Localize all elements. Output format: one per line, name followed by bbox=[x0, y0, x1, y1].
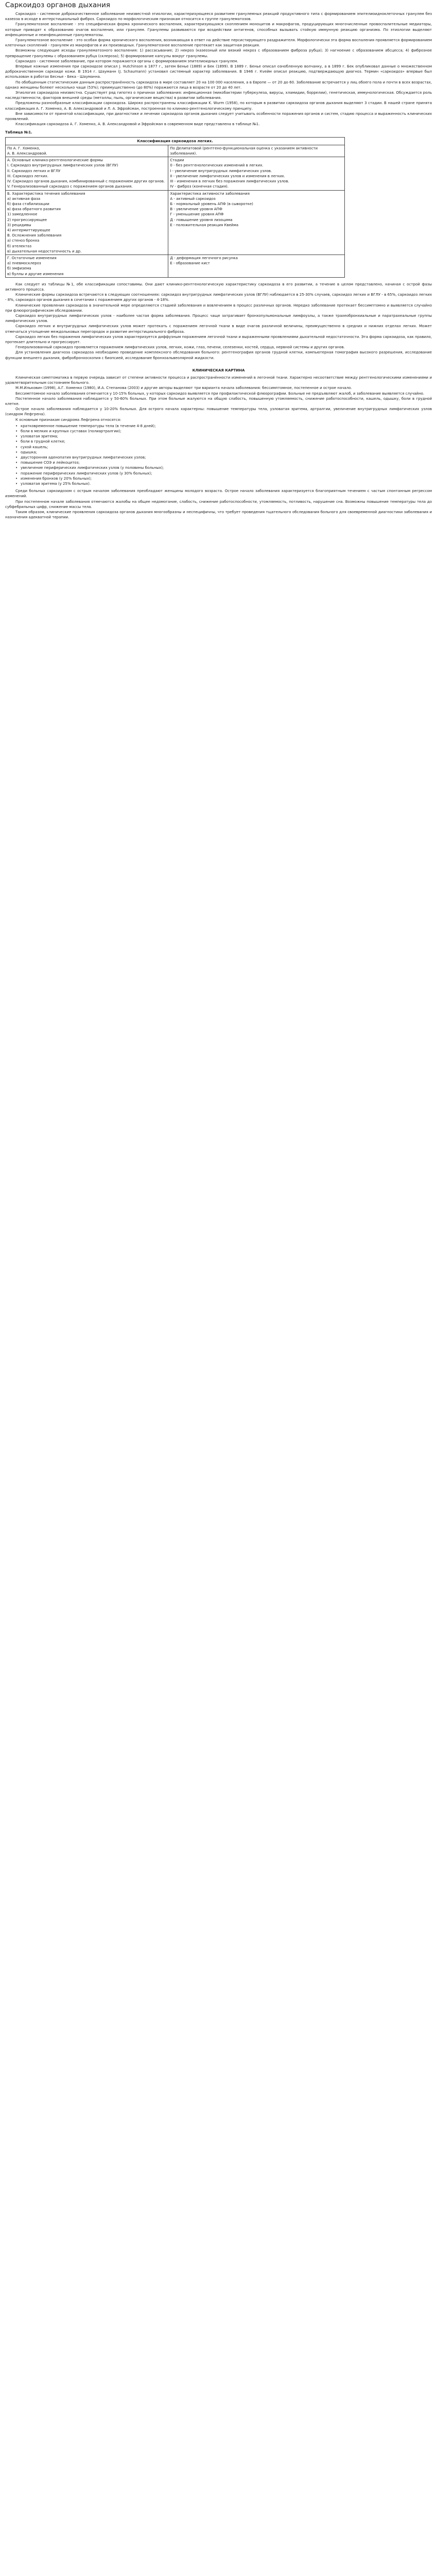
table-row bbox=[6, 255, 345, 277]
table-cell-line: А. В. Александровой. bbox=[7, 151, 47, 156]
table-cell-right bbox=[168, 145, 345, 157]
table-cell-line: 3) рецидивы bbox=[7, 223, 31, 227]
intro-paragraph-7: По обобщенным статистическим данным распространённость саркоидоза в мире составляет 20 на 100 000 населения, а в Европе — от 20 до 60. Заболевание встречается у лиц обоего пола и почти в всех возрастах, однако женщины болеют несколько чаще (53%); преимущественно (до 80%) поражаются лица в возрасте от 20 до 40 лет. bbox=[5, 80, 432, 90]
table-row bbox=[6, 190, 345, 255]
list-item: • двусторонняя аденопатия внутригрудных лимфатических узлов; bbox=[15, 455, 432, 460]
table-cell-line: Д - повышение уровня лизоцима bbox=[170, 217, 233, 222]
clinic-paragraph-3: Бессимптомное начало заболевания отмечается у 10-15% больных, у которых саркоидоз выявляется при профилактической флюорографии. Больные не предъявляют жалоб, и заболевание выявляется случайно. bbox=[15, 391, 425, 396]
table-cell-line: А. Основные клинико-рентгенологические формы bbox=[7, 158, 103, 163]
table-cell-right bbox=[168, 190, 345, 255]
table-cell-line: IV - фиброз (конечная стадия). bbox=[170, 184, 229, 189]
intro-paragraph-1: Саркоидоз - системное доброкачественное заболевание неизвестной этиологии, характеризующееся развитием гранулемных реакций продуктивного типа с формированием эпителиоидноклеточных гранулем без казеоза в исходе в интерстициальный фиброз. Саркоидоз по морфологическим признакам относится к группе гранулематозов. bbox=[5, 12, 432, 22]
table-row bbox=[6, 145, 345, 157]
table-cell-line: 2) прогрессирующее bbox=[7, 217, 47, 222]
table-label: Таблица №1. bbox=[5, 130, 32, 135]
table-cell-line: Стадии bbox=[170, 158, 184, 163]
list-intro: К основным признакам синдрома Лефгрена относятся: bbox=[15, 417, 121, 422]
clinic-paragraph-5: Острое начало заболевания наблюдается у 10-20% больных. Для острого начала характерны: повышение температуры тела, узловатая эритема, артралгии, увеличение внутригрудных лимфатических узлов (синдром Лефгрена). bbox=[5, 407, 432, 417]
intro-paragraph-8: Этиология саркоидоза неизвестна. Существует ряд гипотез о причинах заболевания: инфекционная (микобактерии туберкулеза, вирусы, хламидии, боррелии), генетическая, иммунологическая. Обсуждается роль наследственности, факторов внешней среды (металлы, пыль, органические вещества) в развитии заболевания. bbox=[5, 91, 432, 100]
table-cell-line: б) эмфизема bbox=[7, 266, 31, 271]
list-item: • кратковременное повышение температуры тела (в течение 4-8 дней); bbox=[15, 423, 432, 429]
body-paragraph-1: Как следует из таблицы №1, обе классификации сопоставимы. Они дают клинико-рентгенологическую характеристику саркоидоза в его развитии, а течение в целом представлено, начиная с острой фазы активного процесса. bbox=[5, 282, 432, 292]
table-cell-line: V. Генерализованный саркоидоз с поражением органов дыхания. bbox=[7, 184, 133, 189]
intro-paragraph-2: Гранулематозное воспаление - это специфическая форма хронического воспаления, характеризующаяся скоплением моноцитов и макрофагов, продуцирующих многочисленные провоспалительные медиаторы, которые приводят к образованию очагов воспаления, или гранулем. Гранулемы развиваются при воздействии антигенов, способных вызывать стойкую иммунную реакцию организма. По этиологии выделяют инфекционные и неинфекционные гранулематозы. bbox=[5, 22, 432, 37]
section-heading-clinic: КЛИНИЧЕСКАЯ КАРТИНА bbox=[192, 368, 245, 372]
list-item: • узловатая эритема (у 25% больных). bbox=[15, 481, 432, 486]
table-cell-left bbox=[6, 255, 168, 277]
table-row bbox=[6, 157, 345, 190]
table-cell-line: 0 - без рентгенологических изменений в легких. bbox=[170, 163, 264, 168]
table-cell-line: А - активный саркоидоз bbox=[170, 196, 216, 201]
table-cell-line: III. Саркоидоз легких. bbox=[7, 174, 48, 178]
table-cell-line: б) ателектаз bbox=[7, 244, 32, 248]
table-header: Классификация саркоидоза легких. bbox=[6, 137, 345, 145]
clinic-paragraph-1: Клиническая симптоматика в первую очередь зависит от степени активности процесса и распространённости изменений в легочной ткани. Характерно несоответствие между рентгенологическими изменениями и удовлетворительным состоянием больного. bbox=[5, 376, 432, 385]
document-body bbox=[0, 11, 436, 520]
table-cell-right bbox=[168, 157, 345, 190]
table-cell-line: а) пневмосклероз bbox=[7, 261, 41, 266]
intro-paragraph-9: Предложены разнообразные классификации саркоидоза. Широко распространены классификации K. Wurm (1958), по которым в развитии саркоидоза органов дыхания выделяют 3 стадии. В нашей стране принята классификация А. Г. Хоменко, А. В. Александровой и Л. А. Эфройсман, построенная по клинико-рентгенологическому принципу. bbox=[5, 101, 432, 111]
symptom-list bbox=[15, 423, 432, 486]
table-cell-left bbox=[6, 145, 168, 157]
list-item: • изменения бронхов (у 20% больных); bbox=[15, 476, 432, 481]
table-cell-left bbox=[6, 157, 168, 190]
table-cell-line: Д - деформация легочного рисунка bbox=[170, 256, 238, 260]
list-item: • боли в грудной клетке; bbox=[15, 439, 432, 444]
table-cell-left bbox=[6, 190, 168, 255]
body-paragraph-3: Клинические проявления саркоидоза в значительной мере определяются стадией заболевания и вовлечением в процесс различных органов. Нередко заболевание протекает бессимптомно и выявляется случайно при флюорографическом обследовании. bbox=[5, 303, 432, 313]
table-cell-line: 4) интермиттирующее bbox=[7, 228, 50, 232]
intro-paragraph-11: Классификация саркоидоза А. Г. Хоменко, А. В. Александровой и Эфройсман в современном виде представлена в таблице №1. bbox=[15, 122, 260, 127]
table-cell-line: В. Осложнения заболевания bbox=[7, 233, 62, 238]
intro-paragraph-4: Возможны следующие исходы гранулематозного воспаления: 1) рассасывание; 2) некроз (казеозный или вязкий некроз с образованием фиброза рубца); 3) нагноение с образованием абсцесса; 4) фиброзное превращение гранулемы с образованием рубца (склероза); 5) формирование капсулы вокруг гранулемы. bbox=[5, 48, 432, 58]
list-item: • сухой кашель; bbox=[15, 445, 432, 450]
body-paragraph-8: Для установления диагноза саркоидоза необходимо проведение комплексного обследования больного: рентгенография органов грудной клетки, компьютерная томография высокого разрешения, исследование функции внешнего дыхания, фибробронхоскопия с биопсией, исследование бронхоальвеолярной жидкости. bbox=[5, 350, 432, 360]
intro-paragraph-3: Гранулематозное воспаление - это особая форма хронического воспаления, возникающая в ответ на действие персистирующего раздражителя. Морфологически эта форма воспаления проявляется формированием клеточных скоплений - гранулем из макрофагов и их производных. Гранулематозное воспаление протекает как защитная реакция. bbox=[5, 38, 432, 48]
page-title: Саркоидоз органов дыхания bbox=[5, 1, 111, 9]
list-item: • поражение периферических лимфатических узлов (у 30% больных); bbox=[15, 471, 432, 476]
table-cell-line: II - увеличение лимфатических узлов и изменения в легких. bbox=[170, 174, 285, 178]
intro-paragraph-10: Вне зависимости от принятой классификации, при диагностике и лечении саркоидоза органов дыхания следует учитывать особенности поражения органов и систем, стадию процесса и выраженность клинических проявлений. bbox=[5, 111, 432, 122]
table-cell-line: а) активная фаза bbox=[7, 196, 41, 201]
clinic-paragraph-2: М.М.Ильковин (1998), А.Г. Хоменко (1980), И.А. Степанова (2003) и другие авторы выделяют три варианта начала заболевания: бессимптомное, постепенное и острое начало. bbox=[15, 386, 352, 391]
conclusion-paragraph-2: При постепенном начале заболевания отмечаются жалобы на общее недомогание, слабость, снижение работоспособности, утомляемость, потливость, нарушение сна. Возможны повышение температуры тела до субфебрильных цифр, снижение массы тела. bbox=[5, 499, 432, 509]
body-paragraph-7: Генерализованный саркоидоз проявляется поражением лимфатических узлов, легких, кожи, глаз, печени, селезенки, костей, сердца, нервной системы и других органов. bbox=[15, 345, 345, 350]
table-cell-line: в) буллы и другие изменения bbox=[7, 272, 64, 276]
list-item: • узловатая эритема; bbox=[15, 434, 432, 439]
table-cell-line: в) фаза обратного развития bbox=[7, 207, 61, 212]
table-cell-line: б) фаза стабилизации bbox=[7, 201, 49, 206]
table-cell-line: По А. Г. Хоменко, bbox=[7, 146, 40, 150]
conclusion-paragraph-3: Таким образом, клинические проявления саркоидоза органов дыхания многообразны и неспецифичны, что требует проведения тщательного обследования больного для своевременной диагностики заболевания и назначения адекватной терапии. bbox=[5, 510, 432, 520]
body-paragraph-4: Саркоидоз внутригрудных лимфатических узлов - наиболее частая форма заболевания. Процесс чаще затрагивает бронхопульмональные лимфоузлы, а также трахеобронхиальные и паратрахеальные группы лимфатических узлов. bbox=[5, 313, 432, 324]
table-cell-line: а) стеноз бронха bbox=[7, 239, 40, 243]
clinic-paragraph-4: Постепенное начало заболевания наблюдается у 50-60% больных. При этом больные жалуются на общую слабость, повышенную утомляемость, снижение работоспособности, кашель, одышку, боли в грудной клетке. bbox=[5, 396, 432, 406]
table-cell-line: По Делипатовой (рентгено-функциональная оценка с указанием активности заболевания). bbox=[170, 146, 318, 156]
table-cell-line: IV. Саркоидоз органов дыхания, комбинированный с поражением других органов. bbox=[7, 179, 165, 184]
table-cell-line: I. Саркоидоз внутригрудных лимфатических узлов (ВГЛУ) bbox=[7, 163, 118, 168]
body-paragraph-2: Клинические формы саркоидоза встречаются в следующих соотношениях: саркоидоз внутригрудных лимфатических узлов (ВГЛУ) наблюдается в 25-30% случаев, саркоидоз легких и ВГЛУ - в 65%, саркоидоз легких - 8%, саркоидоз органов дыхания в сочетании с поражением других органов - 4-18%. bbox=[5, 293, 432, 302]
table-cell-line: III - изменения в легких без поражения лимфатических узлов. bbox=[170, 179, 289, 184]
intro-paragraph-6: Впервые кожные изменения при саркоидозе описал J. Hutchinson в 1877 г., затем Бенье (1889) и Бек (1899). В 1889 г. Бенье описал ознобленную волчанку, а в 1899 г. Бек опубликовал данные о множественном доброкачественном саркоиде кожи. В 1914 г. Шауманн (J. Schaumann) установил системный характер заболевания. В 1946 г. Кvейм описал реакцию, подтверждающую диагноз. Термин «саркоидоз» впервые был использован в работах Беснье - Бека - Шауманна. bbox=[5, 64, 432, 79]
table-cell-right bbox=[168, 255, 345, 277]
body-paragraph-5: Саркоидоз легких и внутригрудных лимфатических узлов может протекать с поражением легочной ткани в виде очагов различной величины, преимущественно в средних и нижних отделах легких. Может отмечаться утолщение междольковых перегородок и развитие интерстициального фиброза. bbox=[5, 324, 432, 334]
table-cell-line: В - увеличение уровня АПФ bbox=[170, 207, 222, 212]
conclusion-paragraph-1: Среди больных саркоидозом с острым началом заболевания преобладают женщины молодого возраста. Острое начало заболевания характеризуется благоприятным течением с частым спонтанным регрессом изменений. bbox=[5, 489, 432, 499]
table-cell-line: Б - нормальный уровень АПФ (в сыворотке) bbox=[170, 201, 253, 206]
table-cell-line: Е - образование кист bbox=[170, 261, 210, 266]
table-cell-line: Б. Характеристика течения заболевания bbox=[7, 191, 85, 196]
table-cell-line: Е - положительная реакция Квейма bbox=[170, 223, 239, 227]
list-item: • увеличение периферических лимфатических узлов (у половины больных); bbox=[15, 465, 432, 470]
table-cell-line: 1) замедленное bbox=[7, 212, 38, 217]
table-cell-line: Характеристика активности заболевания bbox=[170, 191, 250, 196]
table-cell-line: в) дыхательная недостаточность и др. bbox=[7, 249, 82, 253]
list-item: • повышение СОЭ и лейкоцитоз; bbox=[15, 460, 432, 465]
table-cell-line: I - увеличение внутригрудных лимфатических узлов. bbox=[170, 168, 272, 173]
body-paragraph-6: Саркоидоз легких без поражения лимфатических узлов характеризуется диффузным поражением легочной ткани и выраженными проявлениями дыхательной недостаточности. Эта форма саркоидоза, как правило, протекает длительно и прогрессирует. bbox=[5, 334, 432, 344]
list-item: • боли в мелких и крупных суставах (полиартралгии); bbox=[15, 429, 432, 434]
list-item: • одышка; bbox=[15, 450, 432, 455]
table-cell-line: Г. Остаточные изменения bbox=[7, 256, 57, 260]
classification-table bbox=[5, 137, 345, 278]
table-cell-line: II. Саркоидоз легких и ВГЛУ bbox=[7, 168, 61, 173]
table-cell-line: Г - уменьшение уровня АПФ bbox=[170, 212, 224, 217]
intro-paragraph-5: Саркоидоз - системное заболевание, при котором поражаются органы с формированием эпителиоидных гранулем. bbox=[15, 59, 238, 63]
